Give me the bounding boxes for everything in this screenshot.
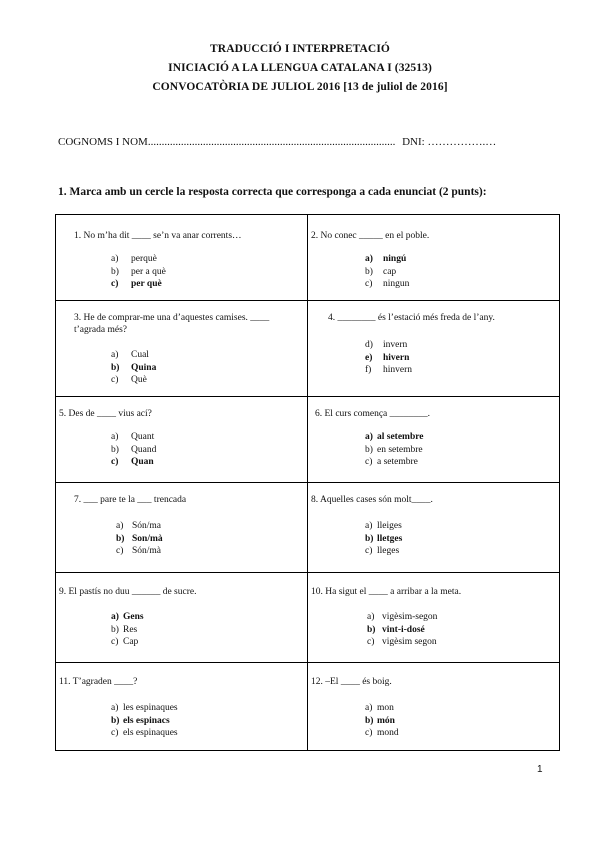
answer-options xyxy=(116,520,163,558)
question-prompt: 9. El pastís no duu ______ de sucre. xyxy=(59,587,197,597)
answer-options xyxy=(111,349,156,387)
answer-option-correct[interactable]: b) els espinacs xyxy=(111,715,170,726)
question-prompt: 8. Aquelles cases són molt____. xyxy=(311,495,433,505)
question-cell xyxy=(56,663,308,751)
question-cell xyxy=(56,397,308,483)
name-field[interactable]: .......................................................................................... xyxy=(147,136,396,148)
answer-option-correct[interactable]: a) al setembre xyxy=(365,432,424,442)
document-header xyxy=(0,40,600,97)
answer-option-correct[interactable]: b) Quina xyxy=(111,362,157,373)
answer-option[interactable]: a) Cual xyxy=(111,350,149,360)
answer-options xyxy=(367,611,437,649)
question-cell xyxy=(308,483,560,573)
question-cell xyxy=(56,483,308,573)
answer-option[interactable]: a) Quant xyxy=(111,432,155,442)
answer-option[interactable]: c) lleges xyxy=(365,546,400,556)
answer-options xyxy=(365,520,402,558)
answer-option[interactable]: b) per a què xyxy=(111,266,166,277)
question-prompt: 3. He de comprar-me una d’aquestes camises. ____ xyxy=(74,313,270,323)
answer-option[interactable]: d) invern xyxy=(365,340,408,350)
answer-option[interactable]: c) ningun xyxy=(365,279,410,289)
answer-option[interactable]: f) hinvern xyxy=(365,365,413,375)
question-prompt-continued: t’agrada més? xyxy=(74,325,128,335)
answer-option[interactable]: c) els espinaques xyxy=(111,728,178,738)
answer-option[interactable]: c) vigèsim segon xyxy=(367,637,437,647)
answer-options xyxy=(365,253,409,291)
page-number: 1 xyxy=(537,764,543,775)
answer-option[interactable]: c) mond xyxy=(365,728,399,738)
question-prompt: 10. Ha sigut el ____ a arribar a la meta. xyxy=(311,587,462,597)
question-prompt: 7. ___ pare te la ___ trencada xyxy=(74,495,187,505)
answer-option[interactable]: b) Res xyxy=(111,624,138,635)
question-prompt: 11. T’agraden ____? xyxy=(59,677,138,687)
dni-label: DNI: xyxy=(402,136,425,148)
answer-option-correct[interactable]: b) lletges xyxy=(365,533,403,544)
header-line-course-area: TRADUCCIÓ I INTERPRETACIÓ xyxy=(210,43,390,55)
question-cell xyxy=(56,301,308,397)
question-cell xyxy=(56,215,308,301)
answer-option[interactable]: a) les espinaques xyxy=(111,703,178,713)
answer-options xyxy=(365,431,424,469)
question-cell xyxy=(308,397,560,483)
question-prompt: 4. ________ és l’estació més freda de l’any. xyxy=(328,313,495,323)
answer-option[interactable]: a) vigèsim-segon xyxy=(367,612,438,622)
answer-option-correct[interactable]: e) hivern xyxy=(365,352,410,363)
answer-option-correct[interactable]: a) Gens xyxy=(111,612,144,622)
answer-option[interactable]: a) mon xyxy=(365,703,394,713)
answer-option[interactable]: a) perquè xyxy=(111,254,157,264)
answer-options xyxy=(111,611,144,649)
answer-option[interactable]: a) Són/ma xyxy=(116,521,162,531)
question-prompt: 2. No conec _____ en el poble. xyxy=(311,231,430,241)
answer-option-correct[interactable]: b) vint-i-dosé xyxy=(367,624,425,635)
answer-options xyxy=(365,339,412,377)
answer-option[interactable]: c) Cap xyxy=(111,637,139,647)
question-cell xyxy=(308,215,560,301)
header-line-subject: INICIACIÓ A LA LLENGUA CATALANA I (32513) xyxy=(168,62,432,74)
questions-grid xyxy=(55,214,560,751)
answer-option[interactable]: c) Són/mà xyxy=(116,546,162,556)
answer-options xyxy=(365,702,399,740)
question-cell xyxy=(308,573,560,663)
question-prompt: 12. –El ____ és boig. xyxy=(311,677,392,687)
name-line xyxy=(58,136,496,148)
answer-option-correct[interactable]: b) Son/mà xyxy=(116,533,163,544)
answer-option-correct[interactable]: c) Quan xyxy=(111,457,154,467)
question-prompt: 5. Des de ____ vius ací? xyxy=(59,409,152,419)
question-prompt: 6. El curs comença ________. xyxy=(315,409,431,419)
header-line-exam-session: CONVOCATÒRIA DE JULIOL 2016 [13 de juliol de 2016] xyxy=(152,81,448,93)
answer-option-correct[interactable]: b) món xyxy=(365,715,395,726)
answer-option[interactable]: b) Quand xyxy=(111,444,157,455)
question-prompt: 1. No m’ha dit ____ se’n va anar corrents… xyxy=(74,231,242,241)
question-cell xyxy=(56,573,308,663)
answer-option[interactable]: c) a setembre xyxy=(365,457,418,467)
answer-option[interactable]: b) en setembre xyxy=(365,444,423,455)
dni-field[interactable]: …………….… xyxy=(427,136,497,148)
answer-options xyxy=(111,702,178,740)
exercise-title: 1. Marca amb un cercle la resposta correcta que corresponga a cada enunciat (2 punts): xyxy=(58,186,487,198)
answer-option[interactable]: c) Què xyxy=(111,375,147,385)
name-label: COGNOMS I NOM xyxy=(58,136,148,148)
answer-options xyxy=(111,431,156,469)
answer-options xyxy=(111,253,166,291)
answer-option-correct[interactable]: c) per què xyxy=(111,279,162,289)
question-cell xyxy=(308,301,560,397)
answer-option-correct[interactable]: a) ningú xyxy=(365,254,407,264)
answer-option[interactable]: a) lleiges xyxy=(365,521,402,531)
answer-option[interactable]: b) cap xyxy=(365,266,397,277)
question-cell xyxy=(308,663,560,751)
